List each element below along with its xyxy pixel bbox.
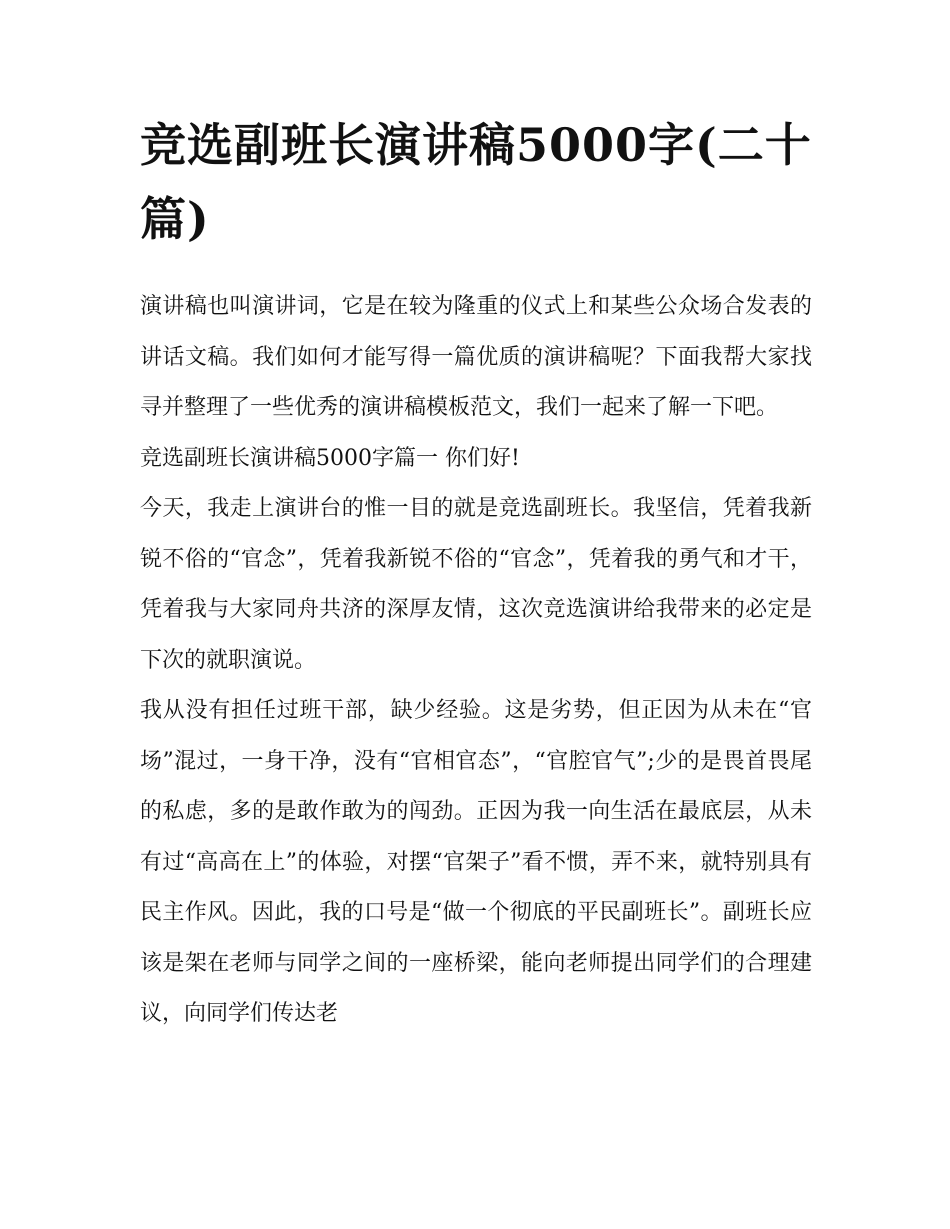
- body-paragraph: 今天，我走上演讲台的惟一目的就是竞选副班长。我坚信，凭着我新锐不俗的“官念”，凭着我新锐不俗的“官念”，凭着我的勇气和才干，凭着我与大家同舟共济的深厚友情，这次竞选演讲给我带来的必定是下次的就职演说。: [140, 496, 812, 673]
- document-title: 竞选副班长演讲稿5000字(二十篇): [140, 118, 812, 246]
- section-heading-paragraph: 竞选副班长演讲稿5000字篇一 你们好!: [140, 445, 520, 471]
- intro-paragraph: 演讲稿也叫演讲词，它是在较为隆重的仪式上和某些公众场合发表的讲话文稿。我们如何才能写得一篇优质的演讲稿呢？下面我帮大家找寻并整理了一些优秀的演讲稿模板范文，我们一起来了解一下吧。: [140, 294, 812, 420]
- body-paragraph: 我从没有担任过班干部，缺少经验。这是劣势，但正因为从未在“官场”混过，一身干净，没有“官相官态”，“官腔官气”;少的是畏首畏尾的私虑，多的是敢作敢为的闯劲。正因为我一向生活在最底层，从未有过“高高在上”的体验，对摆“官架子”看不惯，弄不来，就特别具有民主作风。因此，我的口号是“做一个彻底的平民副班长”。副班长应该是架在老师与同学之间的一座桥梁，能向老师提出同学们的合理建议，向同学们传达老: [140, 698, 812, 1026]
- document-page: [140, 108, 812, 1040]
